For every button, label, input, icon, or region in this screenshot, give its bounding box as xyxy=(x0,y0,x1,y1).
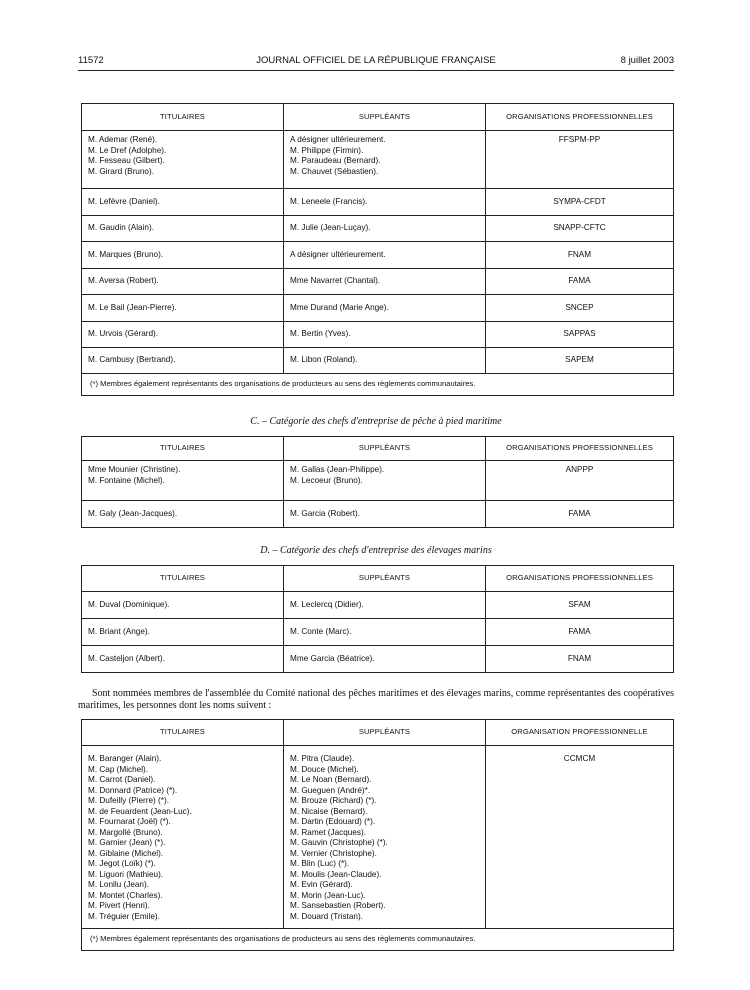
organisation-cell: ANPPP xyxy=(486,461,674,501)
name-entry: M. Chauvet (Sébastien). xyxy=(290,166,379,176)
table-row xyxy=(82,461,674,501)
name-entry: M. Gallas (Jean-Philippe). xyxy=(290,465,385,474)
table-row xyxy=(82,322,674,348)
suppleants-cell xyxy=(284,131,486,189)
titulaires-cell xyxy=(82,746,284,929)
name-entry: M. Le Bail (Jean-Pierre). xyxy=(88,302,177,312)
suppleants-cell xyxy=(284,269,486,295)
header-titulaires: TITULAIRES xyxy=(82,720,284,746)
name-entry: M. Ademar (René). xyxy=(88,135,158,144)
titulaires-cell xyxy=(82,242,284,269)
titulaires-cell xyxy=(82,216,284,242)
name-entry: M. Le Dref (Adolphe). xyxy=(88,145,167,155)
name-entry: M. Morin (Jean-Luc). xyxy=(290,890,366,900)
suppleants-cell xyxy=(284,322,486,348)
name-entry: M. Moulis (Jean-Claude). xyxy=(290,869,382,879)
name-entry: M. Vernier (Christophe). xyxy=(290,848,377,858)
name-entry: M. Garcia (Robert). xyxy=(290,508,361,518)
table-row xyxy=(82,746,674,929)
name-entry: M. Gauvin (Christophe) (*). xyxy=(290,838,388,847)
name-entry: M. Urvois (Gérard). xyxy=(88,329,159,339)
name-entry: M. Douce (Michel). xyxy=(290,764,359,774)
titulaires-cell xyxy=(82,592,284,619)
table-row xyxy=(82,131,674,189)
header-suppleants: SUPPLÉANTS xyxy=(284,437,486,461)
name-entry: M. Pivert (Henri). xyxy=(88,901,150,910)
name-entry: M. Jegot (Loïk) (*). xyxy=(88,859,156,868)
header-titulaires: TITULAIRES xyxy=(82,437,284,461)
name-entry: M. Carrot (Daniel). xyxy=(88,775,156,784)
table-d xyxy=(81,565,674,673)
name-entry: M. Gueguen (André)*. xyxy=(290,785,371,795)
header-suppleants: SUPPLÉANTS xyxy=(284,566,486,592)
name-entry: A désigner ultérieurement. xyxy=(290,249,386,259)
titulaires-cell xyxy=(82,501,284,528)
organisation-cell: FAMA xyxy=(486,269,674,295)
name-entry: Mme Mounier (Christine). xyxy=(88,465,181,474)
suppleants-cell xyxy=(284,189,486,216)
name-entry: M. Cap (Michel). xyxy=(88,764,149,774)
name-entry: Mme Garcia (Béatrice). xyxy=(290,653,375,663)
organisation-cell: SNCEP xyxy=(486,295,674,322)
organisation-cell: SYMPA-CFDT xyxy=(486,189,674,216)
name-entry: M. Brouze (Richard) (*). xyxy=(290,796,377,805)
suppleants-cell xyxy=(284,216,486,242)
name-entry: M. Le Noan (Bernard). xyxy=(290,775,372,784)
table-row xyxy=(82,646,674,673)
organisation-cell: SAPPAS xyxy=(486,322,674,348)
name-entry: M. Gaudin (Alain). xyxy=(88,223,154,233)
name-entry: M. Briant (Ange). xyxy=(88,626,150,636)
name-entry: M. Duval (Dominique). xyxy=(88,599,170,609)
name-entry: M. Liguori (Mathieu). xyxy=(88,869,164,879)
organisation-cell: FAMA xyxy=(486,501,674,528)
name-entry: M. Bertin (Yves). xyxy=(290,329,351,339)
suppleants-cell xyxy=(284,295,486,322)
table-row xyxy=(82,619,674,646)
name-entry: M. Fesseau (Gilbert). xyxy=(88,156,165,165)
name-entry: M. Leneele (Francis). xyxy=(290,196,368,206)
table-row xyxy=(82,269,674,295)
header-titulaires: TITULAIRES xyxy=(82,104,284,131)
name-entry: M. Lefèvre (Daniel). xyxy=(88,196,160,206)
section-d-caption: D. – Catégorie des chefs d'entreprise des élevages marins xyxy=(260,545,492,556)
name-entry: M. Casteljon (Albert). xyxy=(88,653,165,663)
header-suppleants: SUPPLÉANTS xyxy=(284,720,486,746)
name-entry: M. Fournarat (Joël) (*). xyxy=(88,817,171,826)
table-b xyxy=(81,103,674,396)
suppleants-cell xyxy=(284,646,486,673)
titulaires-cell xyxy=(82,348,284,374)
suppleants-cell xyxy=(284,746,486,929)
titulaires-cell xyxy=(82,269,284,295)
journal-title: JOURNAL OFFICIEL DE LA RÉPUBLIQUE FRANÇAISE xyxy=(256,55,496,66)
table-b-header xyxy=(82,104,674,131)
organisation-cell: FNAM xyxy=(486,646,674,673)
name-entry: M. Montet (Charles). xyxy=(88,890,163,900)
header-organisation: ORGANISATION PROFESSIONNELLE xyxy=(486,720,674,746)
organisation-cell: CCMCM xyxy=(486,746,674,929)
name-entry: M. Evin (Gérard). xyxy=(290,880,353,889)
suppleants-cell xyxy=(284,619,486,646)
header-suppleants: SUPPLÉANTS xyxy=(284,104,486,131)
name-entry: M. Garnier (Jean) (*). xyxy=(88,838,166,847)
name-entry: M. Conte (Marc). xyxy=(290,626,352,636)
organisation-cell: FNAM xyxy=(486,242,674,269)
cooperatives-paragraph: Sont nommées membres de l'assemblée du Comité national des pêches maritimes et des élevages marins, comme représentantes des coopératives maritimes, les personnes dont les noms suivent : xyxy=(78,688,674,711)
name-entry: M. Marques (Bruno). xyxy=(88,249,164,259)
publication-date: 8 juillet 2003 xyxy=(620,55,674,66)
name-entry: M. Libon (Roland). xyxy=(290,355,358,365)
header-organisations: ORGANISATIONS PROFESSIONNELLES xyxy=(486,104,674,131)
name-entry: M. Giblaine (Michel). xyxy=(88,848,164,858)
name-entry: M. Pitra (Claude). xyxy=(290,754,355,763)
table-c-header xyxy=(82,437,674,461)
name-entry: M. Donnard (Patrice) (*). xyxy=(88,785,178,795)
name-entry: M. Aversa (Robert). xyxy=(88,276,159,286)
name-entry: M. Girard (Bruno). xyxy=(88,166,154,176)
name-entry: M. Nicaise (Bernard). xyxy=(290,806,368,816)
name-entry: M. Paraudeau (Bernard). xyxy=(290,156,381,165)
table-row xyxy=(82,216,674,242)
header-rule xyxy=(78,70,674,71)
name-entry: Mme Navarret (Chantal). xyxy=(290,276,381,286)
name-entry: M. Dartin (Edouard) (*). xyxy=(290,817,376,826)
titulaires-cell xyxy=(82,646,284,673)
titulaires-cell xyxy=(82,131,284,189)
name-entry: M. Galy (Jean-Jacques). xyxy=(88,508,178,518)
table-row xyxy=(82,242,674,269)
name-entry: M. Tréguier (Emile). xyxy=(88,911,160,921)
suppleants-cell xyxy=(284,242,486,269)
suppleants-cell xyxy=(284,461,486,501)
table-row xyxy=(82,501,674,528)
page-number: 11572 xyxy=(78,55,104,66)
table-row xyxy=(82,348,674,374)
name-entry: M. Leclercq (Didier). xyxy=(290,599,364,609)
name-entry: M. Dufeilly (Pierre) (*). xyxy=(88,796,169,805)
table-d-header xyxy=(82,566,674,592)
name-entry: M. Lecoeur (Bruno). xyxy=(290,475,363,485)
titulaires-cell xyxy=(82,189,284,216)
table-row xyxy=(82,295,674,322)
table-c xyxy=(81,436,674,528)
table-row xyxy=(82,592,674,619)
section-c-caption: C. – Catégorie des chefs d'entreprise de pêche à pied maritime xyxy=(250,416,502,427)
name-entry: M. Fontaine (Michel). xyxy=(88,475,165,485)
name-entry: M. Baranger (Alain). xyxy=(88,754,162,763)
header-titulaires: TITULAIRES xyxy=(82,566,284,592)
table-b-footnote: (*) Membres également représentants des organisations de producteurs au sens des règlements communautaires. xyxy=(82,374,674,396)
name-entry: M. Blin (Luc) (*). xyxy=(290,859,350,868)
suppleants-cell xyxy=(284,501,486,528)
titulaires-cell xyxy=(82,461,284,501)
organisation-cell: SNAPP-CFTC xyxy=(486,216,674,242)
titulaires-cell xyxy=(82,322,284,348)
organisation-cell: SAPEM xyxy=(486,348,674,374)
name-entry: M. Philippe (Firmin). xyxy=(290,145,364,155)
table-row xyxy=(82,189,674,216)
name-entry: M. Douard (Tristan). xyxy=(290,911,363,921)
table-e-footnote: (*) Membres également représentants des organisations de producteurs au sens des règlements communautaires. xyxy=(82,929,674,951)
organisation-cell: FFSPM-PP xyxy=(486,131,674,189)
titulaires-cell xyxy=(82,619,284,646)
table-e-header xyxy=(82,720,674,746)
name-entry: M. Cambusy (Bertrand). xyxy=(88,355,176,365)
suppleants-cell xyxy=(284,348,486,374)
name-entry: M. Ramet (Jacques). xyxy=(290,827,366,837)
titulaires-cell xyxy=(82,295,284,322)
organisation-cell: SFAM xyxy=(486,592,674,619)
name-entry: M. Sansebastien (Robert). xyxy=(290,901,386,910)
name-entry: M. Julie (Jean-Luçay). xyxy=(290,223,371,233)
name-entry: M. Lonllu (Jean). xyxy=(88,880,149,889)
table-e xyxy=(81,719,674,951)
organisation-cell: FAMA xyxy=(486,619,674,646)
header-organisations: ORGANISATIONS PROFESSIONNELLES xyxy=(486,566,674,592)
name-entry: M. Margollé (Bruno). xyxy=(88,827,163,837)
name-entry: M. de Feuardent (Jean-Luc). xyxy=(88,806,192,816)
header-organisations: ORGANISATIONS PROFESSIONNELLES xyxy=(486,437,674,461)
page-header xyxy=(78,55,674,69)
suppleants-cell xyxy=(284,592,486,619)
name-entry: Mme Durand (Marie Ange). xyxy=(290,302,389,312)
name-entry: A désigner ultérieurement. xyxy=(290,135,386,144)
